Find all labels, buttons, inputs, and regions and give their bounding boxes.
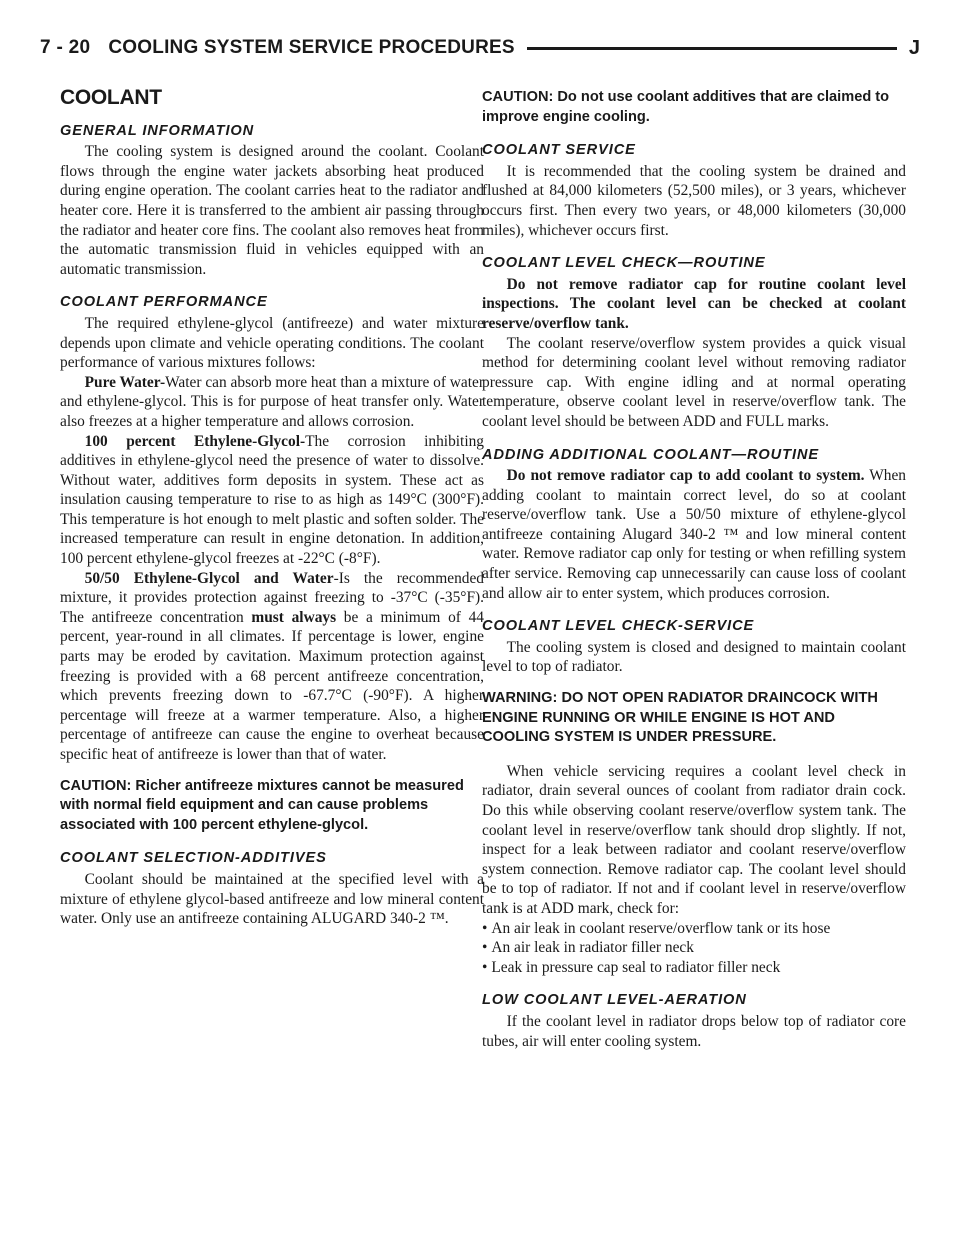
level-check-routine-text: The coolant reserve/overflow system provides a quick visual method for determining coolant level without removing radiator pressure cap. With engine idling and at normal operating temperature, observe coolant level in reserve/overflow tank. The coolant level should be between ADD and FULL marks. xyxy=(482,334,906,430)
pure-water-text: Water can absorb more heat than a mixture of water and ethylene-glycol. This is for purpose of heat transfer only. Water also freezes at a higher temperature and allows corrosion. xyxy=(60,373,484,430)
level-check-bold-text: Do not remove radiator cap for routine coolant level inspections. The coolant level can be checked at coolant reserve/overflow tank. xyxy=(482,275,906,332)
bullet-icon: • xyxy=(482,958,488,976)
heading-coolant-service: COOLANT SERVICE xyxy=(482,142,636,159)
mix-paragraph xyxy=(60,569,484,765)
heading-level-check-routine: COOLANT LEVEL CHECK—ROUTINE xyxy=(482,255,766,272)
level-check-service-text: The cooling system is closed and designed to maintain coolant level to top of radiator. xyxy=(482,638,906,676)
level-check-service-procedure: When vehicle servicing requires a coolant level check in radiator, drain several ounces of coolant from radiator drain cock. Do this while observing coolant reserve/overflow system tank. The coolant level in reserve/overflow tank should drop slightly. If not, inspect for a leak between radiator and coolant reserve/overflow system connection. Remove radiator cap. The coolant level should be to top of radiator. If not and if coolant level in reserve/overflow tank is at ADD mark, check for: xyxy=(482,762,906,917)
must-always: must always xyxy=(251,608,337,626)
heading-adding-coolant: ADDING ADDITIONAL COOLANT—ROUTINE xyxy=(482,446,819,463)
warning-draincock: WARNING: DO NOT OPEN RADIATOR DRAINCOCK WITH ENGINE RUNNING OR WHILE ENGINE IS HOT AND COOLING SYSTEM IS UNDER PRESSURE. xyxy=(482,690,878,746)
header-rule xyxy=(527,47,897,50)
adding-coolant-paragraph xyxy=(482,466,906,603)
general-information-text: The cooling system is designed around the coolant. Coolant flows through the engine water jackets absorbing heat produced during engine operation. The coolant carries heat to the radiator and heater core. Here it is transferred to the ambient air passing through the radiator and heater core fins. The coolant also removes heat from the automatic transmission fluid in vehicles equipped with an automatic transmission. xyxy=(60,143,484,278)
low-level-aeration-text: If the coolant level in radiator drops below top of radiator core tubes, air will enter cooling system. xyxy=(482,1012,906,1050)
eg100-text: The corrosion inhibiting additives in ethylene-glycol need the presence of water to dissolve. Without water, additives form deposits in system. These act as insulation causing temperature to rise to as high as 149°C (300°F). This temperature is hot enough to melt plastic and soften solder. The increased temperature can result in engine detonation. In addition, 100 percent ethylene-glycol freezes at -22°C (-8°F). xyxy=(60,432,484,568)
list-item: • An air leak in coolant reserve/overflow tank or its hose xyxy=(482,919,831,937)
leak-check-list xyxy=(482,919,906,978)
section-title: COOLANT xyxy=(60,86,162,109)
adding-coolant-text: When adding coolant to maintain correct level, do so at coolant reserve/overflow tank. Use a 50/50 mixture of ethylene-glycol antifreeze containing Alugard 340-2 ™ and low mineral content water. Remove radiator cap only for testing or when refilling system after service. Removing cap unnecessarily can cause loss of coolant and allow air to enter system, which produces corrosion. xyxy=(482,467,906,602)
mix-text-a: -Is the recommended mixture, it provides protection against freezing to -37°C (-35°F). The antifreeze concentration xyxy=(60,569,484,626)
bullet-icon: • xyxy=(482,919,488,937)
mix-label: 50/50 Ethylene-Glycol and Water xyxy=(84,569,334,587)
heading-selection-additives: COOLANT SELECTION-ADDITIVES xyxy=(60,850,327,867)
pure-water-label: Pure Water- xyxy=(84,373,166,391)
chapter-title: COOLING SYSTEM SERVICE PROCEDURES xyxy=(108,37,515,58)
left-column xyxy=(60,88,484,929)
mix-text-b: be a minimum of 44 percent, year-round in all climates. If percentage is lower, engine parts may be eroded by cavitation. Maximum protection against freezing is provided with a 68 percent antifreeze concentration, which prevents freezing down to -67.7°C (-90°F). A higher percentage will freeze at a warmer temperature. Also, a higher percentage of antifreeze can cause the engine to overheat because specific heat of antifreeze is lower than that of water. xyxy=(60,608,484,763)
eg100-paragraph xyxy=(60,432,484,569)
caution-additives: CAUTION: Do not use coolant additives that are claimed to improve engine cooling. xyxy=(482,89,890,125)
right-column xyxy=(482,88,906,1051)
page-header xyxy=(40,32,920,64)
model-letter: J xyxy=(908,36,920,59)
level-check-routine-bold xyxy=(482,275,906,334)
page-number: 7 - 20 xyxy=(40,37,91,58)
coolant-performance-intro: The required ethylene-glycol (antifreeze) and water mixture depends upon climate and vehicle operating conditions. The coolant performance of various mixtures follows: xyxy=(60,314,484,372)
eg100-label: 100 percent Ethylene-Glycol- xyxy=(84,432,306,450)
pure-water-paragraph xyxy=(60,373,484,432)
bullet-icon: • xyxy=(482,939,488,957)
heading-coolant-performance: COOLANT PERFORMANCE xyxy=(60,294,268,311)
selection-additives-text: Coolant should be maintained at the specified level with a mixture of ethylene glycol-based antifreeze and low mineral content water. Only use an antifreeze containing ALUGARD 340-2 ™. xyxy=(60,870,484,928)
heading-low-level-aeration: LOW COOLANT LEVEL-AERATION xyxy=(482,992,747,1009)
heading-level-check-service: COOLANT LEVEL CHECK-SERVICE xyxy=(482,618,755,635)
list-item: • An air leak in radiator filler neck xyxy=(482,939,694,957)
adding-coolant-bold: Do not remove radiator cap to add coolant to system. xyxy=(506,467,865,485)
list-item: • Leak in pressure cap seal to radiator filler neck xyxy=(482,958,781,976)
heading-general-information: GENERAL INFORMATION xyxy=(60,122,255,139)
coolant-service-text: It is recommended that the cooling system be drained and flushed at 84,000 kilometers (52,500 miles), or 3 years, whichever occurs first. Then every two years, or 48,000 kilometers (30,000 miles), whichever occurs first. xyxy=(482,162,906,239)
caution-richer-antifreeze: CAUTION: Richer antifreeze mixtures cannot be measured with normal field equipment and can cause problems associated with 100 percent ethylene-glycol. xyxy=(60,777,464,833)
